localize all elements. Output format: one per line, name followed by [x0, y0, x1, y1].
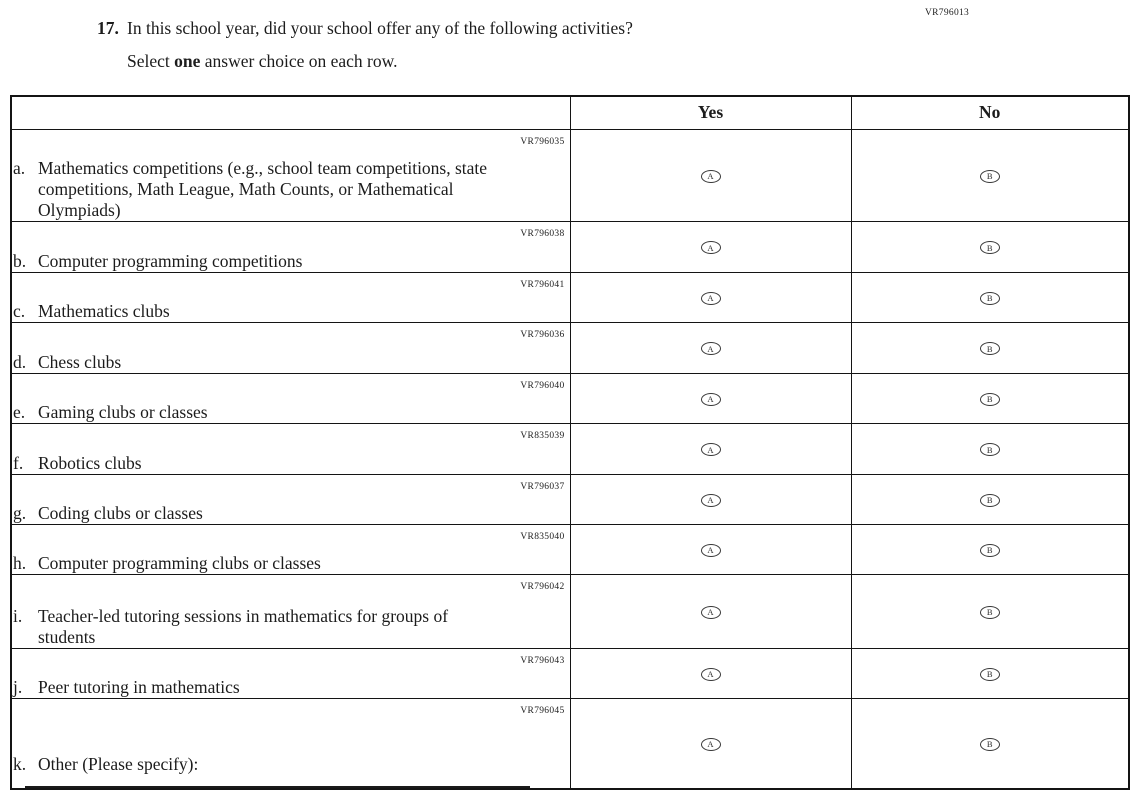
table-row — [11, 221, 1129, 272]
answer-bubble-yes[interactable] — [701, 544, 721, 557]
item-text: Coding clubs or classes — [38, 502, 203, 523]
bubble-letter: B — [986, 669, 993, 679]
item-label — [12, 606, 570, 648]
item-text: Computer programming competitions — [38, 250, 303, 271]
answer-bubble-yes[interactable] — [701, 606, 721, 619]
yes-cell — [570, 129, 851, 221]
bubble-letter: B — [986, 171, 993, 181]
item-text: Other (Please specify): — [38, 754, 199, 774]
no-cell — [851, 221, 1129, 272]
item-cell — [11, 524, 570, 574]
bubble-letter: A — [707, 669, 714, 679]
table-row — [11, 524, 1129, 574]
answer-bubble-no[interactable] — [980, 544, 1000, 557]
item-cell — [11, 221, 570, 272]
item-label — [12, 251, 570, 272]
vr-code: VR796041 — [520, 279, 565, 290]
answer-bubble-no[interactable] — [980, 393, 1000, 406]
item-text: Teacher-led tutoring sessions in mathematics for groups of students — [38, 605, 449, 647]
bubble-letter: A — [707, 343, 714, 354]
yes-cell — [570, 423, 851, 474]
answer-bubble-no[interactable] — [980, 606, 1000, 619]
item-cell — [11, 574, 570, 648]
activities-table — [10, 95, 1130, 790]
item-letter: a. — [13, 157, 26, 178]
write-in-line[interactable] — [25, 786, 530, 788]
item-letter: c. — [13, 300, 26, 321]
item-letter: b. — [13, 250, 27, 271]
table-row — [11, 373, 1129, 423]
answer-bubble-no[interactable] — [980, 292, 1000, 305]
yes-cell — [570, 524, 851, 574]
table-row — [11, 322, 1129, 373]
vr-code: VR796045 — [520, 705, 565, 716]
no-cell — [851, 698, 1129, 789]
bubble-letter: A — [707, 293, 714, 303]
bubble-letter: B — [986, 444, 993, 455]
vr-code: VR796040 — [520, 380, 565, 391]
bubble-letter: B — [986, 495, 993, 505]
item-letter: h. — [13, 552, 27, 573]
bubble-letter: A — [707, 242, 714, 253]
instruction-bold: one — [174, 51, 201, 71]
table-row — [11, 129, 1129, 221]
vr-code: VR796042 — [520, 581, 565, 592]
answer-bubble-yes[interactable] — [701, 342, 721, 355]
yes-cell — [570, 373, 851, 423]
table-row — [11, 474, 1129, 524]
bubble-letter: B — [986, 545, 993, 555]
item-letter: f. — [13, 452, 24, 473]
no-cell — [851, 474, 1129, 524]
yes-column-header: Yes — [570, 96, 851, 129]
answer-bubble-yes[interactable] — [701, 494, 721, 507]
bubble-letter: A — [707, 495, 714, 505]
item-text: Gaming clubs or classes — [38, 401, 208, 422]
instruction-suffix: answer choice on each row. — [200, 51, 398, 71]
question-text: In this school year, did your school offer any of the following activities? — [127, 18, 633, 38]
question-block — [97, 16, 997, 73]
item-text: Mathematics competitions (e.g., school team competitions, state competitions, Math League, Math Counts, or Mathematical Olympiads) — [38, 157, 488, 220]
item-cell — [11, 474, 570, 524]
answer-bubble-yes[interactable] — [701, 668, 721, 681]
table-row — [11, 698, 1129, 789]
no-cell — [851, 322, 1129, 373]
item-label — [12, 503, 570, 524]
answer-bubble-yes[interactable] — [701, 738, 721, 751]
no-cell — [851, 272, 1129, 322]
item-label — [12, 677, 570, 698]
item-text: Peer tutoring in mathematics — [38, 676, 240, 697]
answer-bubble-yes[interactable] — [701, 443, 721, 456]
item-letter: e. — [13, 401, 26, 422]
item-cell — [11, 373, 570, 423]
answer-bubble-yes[interactable] — [701, 241, 721, 254]
vr-code: VR796036 — [520, 329, 565, 340]
no-column-header: No — [851, 96, 1129, 129]
item-label — [12, 754, 570, 775]
yes-cell — [570, 574, 851, 648]
yes-cell — [570, 474, 851, 524]
item-label — [12, 453, 570, 474]
vr-code: VR835039 — [520, 430, 565, 441]
bubble-letter: B — [986, 343, 993, 354]
answer-bubble-yes[interactable] — [701, 170, 721, 183]
bubble-letter: B — [986, 739, 993, 750]
no-cell — [851, 524, 1129, 574]
item-text: Computer programming clubs or classes — [38, 552, 321, 573]
no-cell — [851, 373, 1129, 423]
item-text: Chess clubs — [38, 351, 122, 372]
page-vr-code: VR796013 — [925, 8, 970, 18]
vr-code: VR796038 — [520, 228, 565, 239]
item-letter: k. — [13, 754, 27, 774]
bubble-letter: B — [986, 242, 993, 253]
table-row — [11, 272, 1129, 322]
item-letter: j. — [13, 676, 23, 697]
yes-cell — [570, 698, 851, 789]
instruction-prefix: Select — [127, 51, 175, 71]
table-row — [11, 423, 1129, 474]
answer-bubble-no[interactable] — [980, 241, 1000, 254]
answer-bubble-no[interactable] — [980, 494, 1000, 507]
bubble-letter: B — [986, 293, 993, 303]
answer-bubble-yes[interactable] — [701, 393, 721, 406]
item-label — [12, 402, 570, 423]
item-cell — [11, 129, 570, 221]
vr-code: VR796035 — [520, 136, 565, 147]
bubble-letter: A — [707, 607, 714, 617]
item-cell — [11, 698, 570, 789]
item-letter: g. — [13, 502, 27, 523]
item-cell — [11, 322, 570, 373]
table-row — [11, 574, 1129, 648]
item-label — [12, 158, 570, 221]
header-row — [11, 96, 1129, 129]
bubble-letter: A — [707, 444, 714, 455]
table-row — [11, 648, 1129, 698]
no-cell — [851, 129, 1129, 221]
vr-code: VR796043 — [520, 655, 565, 666]
answer-bubble-no[interactable] — [980, 668, 1000, 681]
item-letter: d. — [13, 351, 27, 372]
answer-bubble-no[interactable] — [980, 170, 1000, 183]
answer-bubble-no[interactable] — [980, 342, 1000, 355]
yes-cell — [570, 272, 851, 322]
item-label — [12, 301, 570, 322]
item-text: Mathematics clubs — [38, 300, 170, 321]
no-cell — [851, 648, 1129, 698]
item-label — [12, 553, 570, 574]
bubble-letter: A — [707, 171, 714, 181]
yes-cell — [570, 648, 851, 698]
answer-bubble-no[interactable] — [980, 443, 1000, 456]
vr-code: VR796037 — [520, 481, 565, 492]
no-cell — [851, 574, 1129, 648]
item-cell — [11, 648, 570, 698]
bubble-letter: A — [707, 545, 714, 555]
vr-code: VR835040 — [520, 531, 565, 542]
yes-cell — [570, 221, 851, 272]
yes-cell — [570, 322, 851, 373]
answer-bubble-no[interactable] — [980, 738, 1000, 751]
item-column-header — [11, 96, 570, 129]
answer-bubble-yes[interactable] — [701, 292, 721, 305]
bubble-letter: A — [707, 394, 714, 404]
bubble-letter: B — [986, 607, 993, 617]
item-cell — [11, 423, 570, 474]
question-instruction — [127, 49, 997, 73]
question-number: 17. — [97, 18, 119, 38]
item-label — [12, 352, 570, 373]
item-letter: i. — [13, 605, 23, 626]
bubble-letter: A — [707, 739, 714, 750]
item-cell — [11, 272, 570, 322]
bubble-letter: B — [986, 394, 993, 404]
no-cell — [851, 423, 1129, 474]
item-text: Robotics clubs — [38, 452, 142, 473]
